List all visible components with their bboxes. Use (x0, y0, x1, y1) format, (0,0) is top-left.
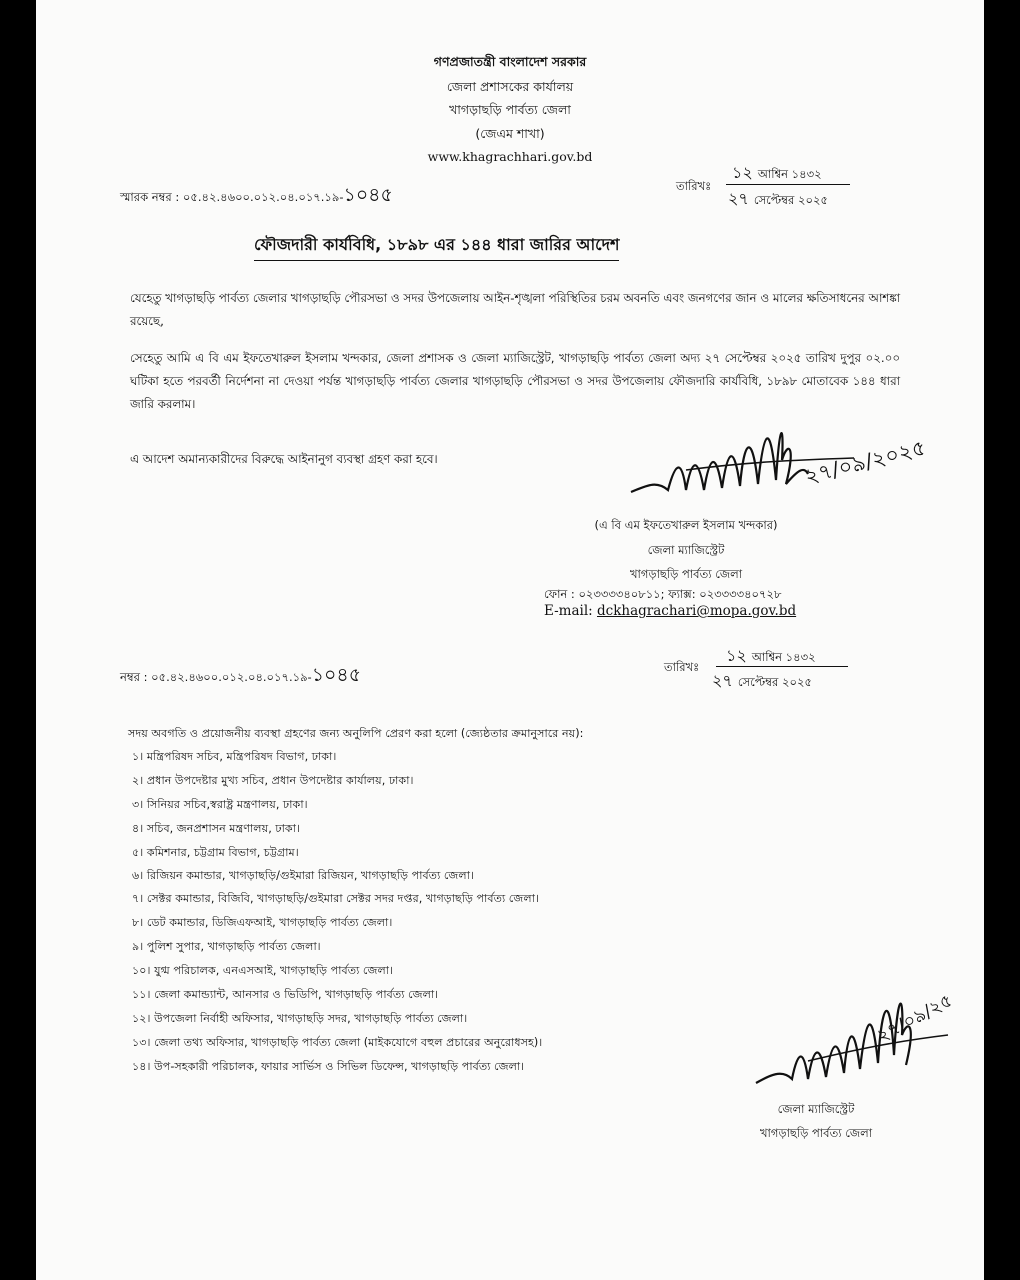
signature2-drawing (748, 965, 984, 1095)
memo2-number-label: নম্বর : ০৫.৪২.৪৬০০.০১২.০৪.০১৭.১৯- (120, 670, 312, 684)
signatory2-designation: জেলা ম্যাজিস্ট্রেট (777, 1102, 855, 1116)
memo2-number (120, 661, 361, 693)
list-item: ১। মন্ত্রিপরিষদ সচিব, মন্ত্রিপরিষদ বিভাগ, ঢাকা। (132, 750, 337, 763)
document-page (36, 0, 984, 1280)
email-line (544, 603, 796, 619)
order-title: ফৌজদারী কার্যবিধি, ১৮৯৮ এর ১৪৪ ধারা জারির আদেশ (254, 232, 619, 261)
phone-fax: ফোন : ০২৩৩৩৩৪০৮১১; ফ্যাক্স: ০২৩৩৩৩৪০৭২৮ (544, 587, 782, 601)
list-item: ১৩। জেলা তথ্য অফিসার, খাগড়াছড়ি পার্বত্য জেলা (মাইকযোগে বহুল প্রচারের অনুরোধসহ)। (132, 1036, 543, 1049)
email-link[interactable]: dckhagrachari@mopa.gov.bd (597, 603, 797, 619)
copy-intro: সদয় অবগতি ও প্রয়োজনীয় ব্যবস্থা গ্রহণের জন্য অনুলিপি প্রেরণ করা হলো (জ্যেষ্ঠতার ক্রমানুসারে নয়): (128, 727, 584, 740)
office-name: জেলা প্রশাসকের কার্যালয় (446, 79, 574, 94)
signature-date-handwritten: ২৭/০৯/২০২৫ (802, 435, 929, 489)
date-day-handwritten: ১২ (732, 163, 753, 182)
memo-number-handwritten: ১০৪৫ (343, 184, 393, 206)
list-item: ৪। সচিব, জনপ্রশাসন মন্ত্রণালয়, ঢাকা। (132, 822, 300, 835)
section-name: (জেএম শাখা) (475, 126, 545, 141)
date2-divider (716, 666, 848, 667)
paragraph-order: সেহেতু আমি এ বি এম ইফতেখারুল ইসলাম খন্দকার, জেলা প্রশাসক ও জেলা ম্যাজিস্ট্রেট, খাগড়াছড়ি পার্বত্য জেলা অদ্য ২৭ সেপ্টেম্বর ২০২৫ তারিখ দুপুর ০২.০০ ঘটিকা হতে পরবর্তী নির্দেশনা না দেওয়া পর্যন্ত খাগড়াছড়ি পার্বত্য জেলার খাগড়াছড়ি পৌরসভা ও সদর উপজেলায় ফৌজদারি কার্যবিধি, ১৮৯৮ মোতাবেক ১৪৪ ধারা জারি করলাম। (130, 351, 900, 411)
list-item: ১০। যুগ্ম পরিচালক, এনএসআই, খাগড়াছড়ি পার্বত্য জেলা। (132, 964, 394, 977)
list-item: ৭। সেক্টর কমান্ডার, বিজিবি, খাগড়াছড়ি/গুইমারা সেক্টর সদর দপ্তর, খাগড়াছড়ি পার্বত্য জেলা। (132, 892, 539, 905)
memo-number (120, 181, 393, 213)
signatory-name: (এ বি এম ইফতেখারুল ইসলাম খন্দকার) (594, 518, 778, 532)
signatory-district: খাগড়াছড়ি পার্বত্য জেলা (629, 567, 743, 581)
government-title: গণপ্রজাতন্ত্রী বাংলাদেশ সরকার (433, 54, 587, 69)
list-item: ৩। সিনিয়র সচিব,স্বরাষ্ট্র মন্ত্রণালয়, ঢাকা। (132, 798, 308, 811)
list-item: ৯। পুলিশ সুপার, খাগড়াছড়ি পার্বত্য জেলা। (132, 940, 321, 953)
date2-gregorian-month: সেপ্টেম্বর ২০২৫ (737, 675, 812, 689)
date-gregorian-month: সেপ্টেম্বর ২০২৫ (753, 193, 828, 207)
date-divider (726, 184, 850, 185)
list-item: ৫। কমিশনার, চট্টগ্রাম বিভাগ, চট্টগ্রাম। (132, 846, 299, 859)
signatory-designation: জেলা ম্যাজিস্ট্রেট (647, 543, 725, 557)
memo2-number-handwritten: ১০৪৫ (311, 664, 362, 686)
date2-day-handwritten: ২৭ (712, 671, 733, 690)
date2-label: তারিখঃ (664, 660, 700, 674)
list-item: ৬। রিজিয়ন কমান্ডার, খাগড়াছড়ি/গুইমারা রিজিয়ন, খাগড়াছড়ি পার্বত্য জেলা। (132, 869, 474, 882)
date-bengali-month: আশ্বিন ১৪৩২ (757, 167, 822, 181)
list-item: ১৪। উপ-সহকারী পরিচালক, ফায়ার সার্ভিস ও সিভিল ডিফেন্স, খাগড়াছড়ি পার্বত্য জেলা। (132, 1060, 525, 1073)
date2-gregorian (712, 668, 812, 695)
signatory2-district: খাগড়াছড়ি পার্বত্য জেলা (759, 1126, 873, 1140)
date-day-handwritten: ২৭ (728, 189, 749, 208)
list-item: ৮। ডেট কমান্ডার, ডিজিএফআই, খাগড়াছড়ি পার্বত্য জেলা। (132, 916, 393, 929)
date-bengali (732, 160, 822, 187)
memo-number-label: স্মারক নম্বর : ০৫.৪২.৪৬০০.০১২.০৪.০১৭.১৯- (120, 190, 344, 204)
paragraph-whereas: যেহেতু খাগড়াছড়ি পার্বত্য জেলার খাগড়াছড়ি পৌরসভা ও সদর উপজেলায় আইন-শৃঙ্খলা পরিস্থিতির চরম অবনতি এবং জনগণের জান ও মালের ক্ষতিসাধনের আশঙ্কা রয়েছে, (130, 291, 900, 328)
date2-bengali-month: আশ্বিন ১৪৩২ (751, 650, 816, 664)
website-url: www.khagrachhari.gov.bd (427, 149, 593, 164)
date-gregorian (728, 186, 828, 213)
list-item: ১১। জেলা কমান্ড্যান্ট, আনসার ও ভিডিপি, খাগড়াছড়ি পার্বত্য জেলা। (132, 988, 439, 1001)
paragraph-warning: এ আদেশ অমান্যকারীদের বিরুদ্ধে আইনানুগ ব্যবস্থা গ্রহণ করা হবে। (130, 452, 438, 466)
signature2-date-handwritten: ২৭/০৯/২৫ (873, 990, 956, 1048)
list-item: ২। প্রধান উপদেষ্টার মুখ্য সচিব, প্রধান উপদেষ্টার কার্যালয়, ঢাকা। (132, 774, 414, 787)
date-label: তারিখঃ (676, 179, 712, 193)
date2-day-handwritten: ১২ (726, 646, 747, 665)
email-label: E-mail: (544, 603, 593, 619)
list-item: ১২। উপজেলা নির্বাহী অফিসার, খাগড়াছড়ি সদর, খাগড়াছড়ি পার্বত্য জেলা। (132, 1012, 468, 1025)
district-name: খাগড়াছড়ি পার্বত্য জেলা (449, 102, 571, 117)
